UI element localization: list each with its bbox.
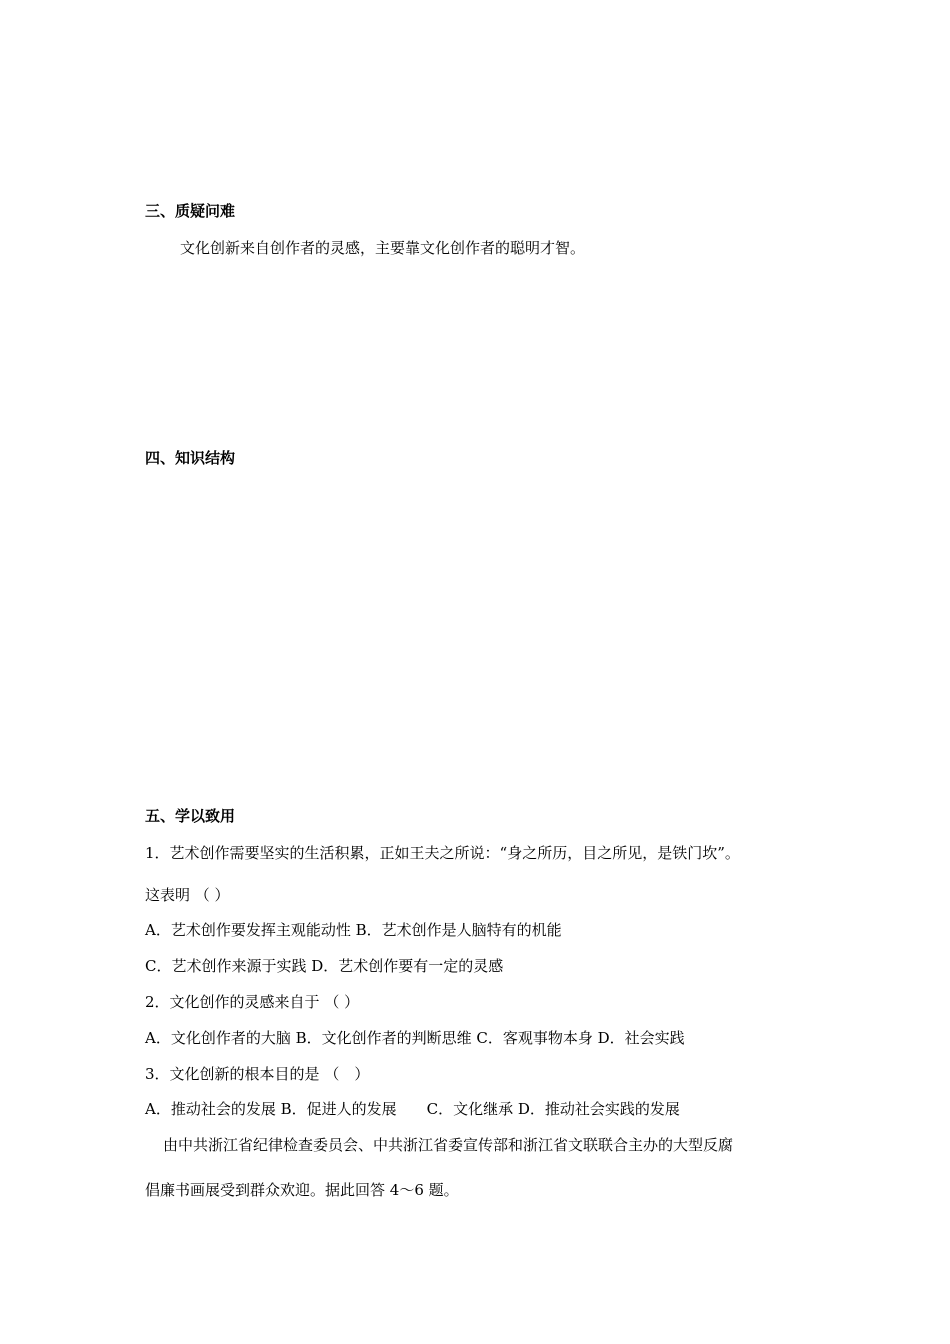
question-2-options: A．文化创作者的大脑 B．文化创作者的判断思维 C．客观事物本身 D．社会实践	[145, 1029, 685, 1047]
question-3: 3．文化创新的根本目的是 （ ）	[145, 1065, 370, 1083]
question-1-line-1: 1．艺术创作需要坚实的生活积累，正如王夫之所说：“身之所历，目之所见，是铁门坎”。	[145, 844, 740, 862]
question-3-options: A．推动社会的发展 B．促进人的发展 C．文化继承 D．推动社会实践的发展	[145, 1100, 680, 1118]
section-3-text: 文化创新来自创作者的灵感，主要靠文化创作者的聪明才智。	[180, 239, 586, 257]
section-5-heading: 五、学以致用	[145, 807, 236, 825]
section-4-heading: 四、知识结构	[145, 449, 236, 467]
question-1-line-2: 这表明 （ ）	[145, 886, 230, 904]
question-1-options-ab: A．艺术创作要发挥主观能动性 B．艺术创作是人脑特有的机能	[145, 921, 562, 939]
section-3-heading: 三、质疑问难	[145, 202, 236, 220]
passage-line-2: 倡廉书画展受到群众欢迎。据此回答 4～6 题。	[145, 1181, 459, 1199]
question-1-options-cd: C．艺术创作来源于实践 D．艺术创作要有一定的灵感	[145, 957, 504, 975]
question-2: 2．文化创作的灵感来自于 （ ）	[145, 993, 360, 1011]
passage-line-1: 由中共浙江省纪律检查委员会、中共浙江省委宣传部和浙江省文联联合主办的大型反腐	[163, 1136, 734, 1154]
